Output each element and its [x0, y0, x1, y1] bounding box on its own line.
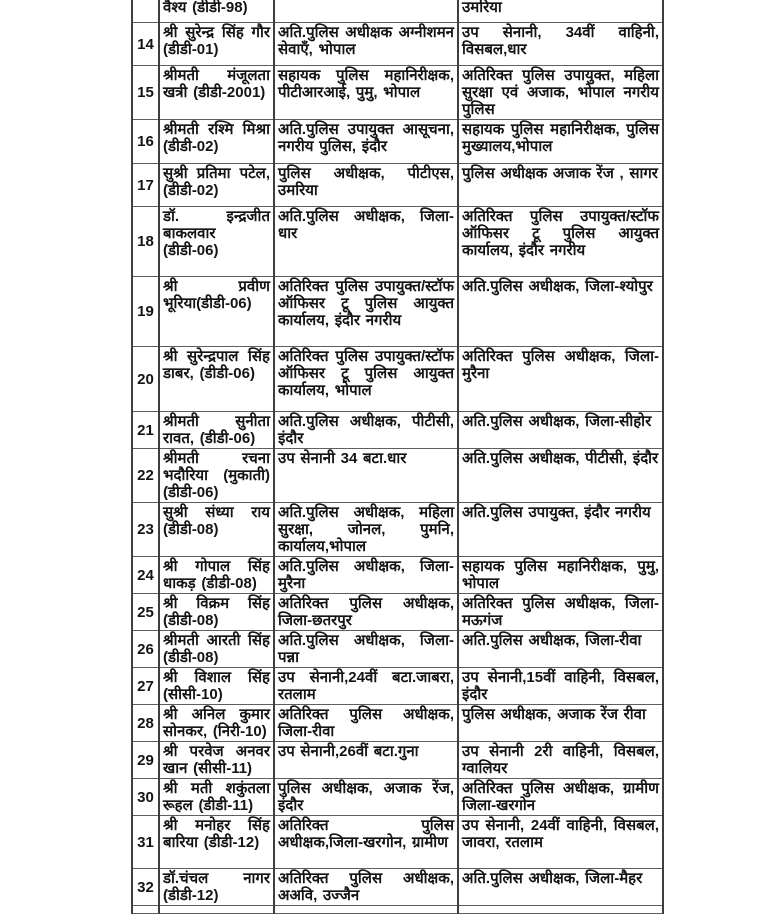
from-post-cell: अति.पुलिस अधीक्षक, पीटीसी, इंदौर — [274, 412, 458, 449]
table-row — [132, 742, 663, 779]
officer-name-cell: श्रीमती आरती सिंह (डीडी-08) — [159, 631, 274, 668]
officer-name-cell: श्रीमती रचना भदौरिया (मुकाती) (डीडी-06) — [159, 449, 274, 503]
officer-name-cell: सुश्री संध्या राय (डीडी-08) — [159, 503, 274, 557]
serial-number-cell: 21 — [132, 412, 159, 449]
table-row — [132, 779, 663, 816]
from-post-cell: उप सेनानी,24वीं बटा.जाबरा, रतलाम — [274, 668, 458, 705]
to-post-cell: पुलिस अधीक्षक अजाक रेंज , सागर — [458, 164, 663, 207]
to-post-cell: अति.पुलिस अधीक्षक, जिला-मैहर — [458, 869, 663, 906]
serial-number-cell: 18 — [132, 207, 159, 277]
officer-name-cell: श्री अनिल कुमार सोनकर, (निरी-10) — [159, 705, 274, 742]
officer-name-cell: श्री विक्रम सिंह (डीडी-08) — [159, 594, 274, 631]
table-row — [132, 120, 663, 164]
from-post-cell: अति.पुलिस अधीक्षक अग्नीशमन सेवाएँ, भोपाल — [274, 23, 458, 66]
from-post-cell: अतिरिक्त पुलिस अधीक्षक, अअवि, उज्जैन — [274, 869, 458, 906]
from-post-cell: सहायक पुलिस महानिरीक्षक, पीटीआरआई, पुमु, भोपाल — [274, 66, 458, 120]
serial-number-cell: 24 — [132, 557, 159, 594]
to-post-cell: अति.पुलिस अधीक्षक, जिला-श्योपुर — [458, 277, 663, 347]
to-post-cell: अतिरिक्त पुलिस उपायुक्त/स्टॉफ ऑफिसर टू पुलिस आयुक्त कार्यालय, इंदौर नगरीय — [458, 207, 663, 277]
table-row — [132, 412, 663, 449]
table-row — [132, 503, 663, 557]
table-row — [132, 277, 663, 347]
serial-number-cell: 20 — [132, 347, 159, 412]
officer-name-cell: डॉ.चंचल नागर (डीडी-12) — [159, 869, 274, 906]
table-row — [132, 557, 663, 594]
serial-number-cell: 16 — [132, 120, 159, 164]
serial-number-cell: 30 — [132, 779, 159, 816]
from-post-cell: अति.पुलिस अधीक्षक, जिला-पन्ना — [274, 631, 458, 668]
table-row — [132, 347, 663, 412]
to-post-cell: उप सेनानी 2री वाहिनी, विसबल, ग्वालियर — [458, 742, 663, 779]
serial-number-cell: 22 — [132, 449, 159, 503]
officer-name-cell: सुश्री प्रतिमा पटेल, (डीडी-02) — [159, 164, 274, 207]
table-row — [132, 906, 663, 914]
to-post-cell: अतिरिक्त पुलिस अधीक्षक, जिला-मऊगंज — [458, 594, 663, 631]
from-post-cell: अति.पुलिस अधीक्षक, जिला-मुरैना — [274, 557, 458, 594]
officer-name-cell: श्री मनोहर सिंह बारिया (डीडी-12) — [159, 816, 274, 869]
to-post-cell — [458, 906, 663, 914]
officer-name-cell: वैश्य (डीडी-98) — [159, 0, 274, 23]
table-row — [132, 869, 663, 906]
serial-number-cell: 29 — [132, 742, 159, 779]
to-post-cell: सहायक पुलिस महानिरीक्षक, पुलिस मुख्यालय,भोपाल — [458, 120, 663, 164]
officer-name-cell: श्री सुरेन्द्रपाल सिंह डाबर, (डीडी-06) — [159, 347, 274, 412]
officer-name-cell: श्री विशाल सिंह (सीसी-10) — [159, 668, 274, 705]
transfer-table-body — [132, 0, 663, 914]
from-post-cell: अति.पुलिस अधीक्षक, महिला सुरक्षा, जोनल, पुमनि, कार्यालय,भोपाल — [274, 503, 458, 557]
serial-number-cell: 25 — [132, 594, 159, 631]
from-post-cell — [274, 0, 458, 23]
from-post-cell: उप सेनानी,26वीं बटा.गुना — [274, 742, 458, 779]
from-post-cell: अतिरिक्त पुलिस उपायुक्त/स्टॉफ ऑफिसर टू पुलिस आयुक्त कार्यालय, इंदौर नगरीय — [274, 277, 458, 347]
table-row — [132, 594, 663, 631]
table-row — [132, 0, 663, 23]
table-row — [132, 66, 663, 120]
officer-name-cell — [159, 906, 274, 914]
officer-name-cell: डॉ. इन्द्रजीत बाकलवार (डीडी-06) — [159, 207, 274, 277]
from-post-cell: अतिरिक्त पुलिस अधीक्षक, जिला-रीवा — [274, 705, 458, 742]
transfer-table — [131, 0, 664, 914]
serial-number-cell: 15 — [132, 66, 159, 120]
table-row — [132, 668, 663, 705]
table-row — [132, 449, 663, 503]
serial-number-cell — [132, 0, 159, 23]
serial-number-cell: 17 — [132, 164, 159, 207]
table-row — [132, 705, 663, 742]
serial-number-cell — [132, 906, 159, 914]
serial-number-cell: 27 — [132, 668, 159, 705]
serial-number-cell: 31 — [132, 816, 159, 869]
to-post-cell: सहायक पुलिस महानिरीक्षक, पुमु, भोपाल — [458, 557, 663, 594]
to-post-cell: उप सेनानी,15वीं वाहिनी, विसबल, इंदौर — [458, 668, 663, 705]
table-row — [132, 631, 663, 668]
serial-number-cell: 26 — [132, 631, 159, 668]
officer-name-cell: श्री गोपाल सिंह धाकड़ (डीडी-08) — [159, 557, 274, 594]
serial-number-cell: 28 — [132, 705, 159, 742]
to-post-cell: उमरिया — [458, 0, 663, 23]
to-post-cell: पुलिस अधीक्षक, अजाक रेंज रीवा — [458, 705, 663, 742]
to-post-cell: अतिरिक्त पुलिस अधीक्षक, ग्रामीण जिला-खरगोन — [458, 779, 663, 816]
table-row — [132, 207, 663, 277]
to-post-cell: अतिरिक्त पुलिस उपायुक्त, महिला सुरक्षा एवं अजाक, भोपाल नगरीय पुलिस — [458, 66, 663, 120]
serial-number-cell: 19 — [132, 277, 159, 347]
from-post-cell: अतिरिक्त पुलिस अधीक्षक,जिला-खरगोन, ग्रामीण — [274, 816, 458, 869]
officer-name-cell: श्री मती शकुंतला रूहल (डीडी-11) — [159, 779, 274, 816]
from-post-cell: पुलिस अधीक्षक, पीटीएस, उमरिया — [274, 164, 458, 207]
to-post-cell: उप सेनानी, 24वीं वाहिनी, विसबल, जावरा, रतलाम — [458, 816, 663, 869]
from-post-cell: अति.पुलिस उपायुक्त आसूचना, नगरीय पुलिस, इंदौर — [274, 120, 458, 164]
table-row — [132, 23, 663, 66]
to-post-cell: अतिरिक्त पुलिस अधीक्षक, जिला-मुरैना — [458, 347, 663, 412]
to-post-cell: उप सेनानी, 34वीं वाहिनी, विसबल,धार — [458, 23, 663, 66]
table-row — [132, 164, 663, 207]
to-post-cell: अति.पुलिस अधीक्षक, पीटीसी, इंदौर — [458, 449, 663, 503]
serial-number-cell: 14 — [132, 23, 159, 66]
from-post-cell: अति.पुलिस अधीक्षक, जिला-धार — [274, 207, 458, 277]
from-post-cell: अतिरिक्त पुलिस अधीक्षक, जिला-छतरपुर — [274, 594, 458, 631]
from-post-cell: अतिरिक्त पुलिस उपायुक्त/स्टॉफ ऑफिसर टू पुलिस आयुक्त कार्यालय, भोपाल — [274, 347, 458, 412]
to-post-cell: अति.पुलिस अधीक्षक, जिला-सीहोर — [458, 412, 663, 449]
officer-name-cell: श्री प्रवीण भूरिया(डीडी-06) — [159, 277, 274, 347]
officer-name-cell: श्री सुरेन्द्र सिंह गौर (डीडी-01) — [159, 23, 274, 66]
serial-number-cell: 32 — [132, 869, 159, 906]
table-row — [132, 816, 663, 869]
to-post-cell: अति.पुलिस अधीक्षक, जिला-रीवा — [458, 631, 663, 668]
serial-number-cell: 23 — [132, 503, 159, 557]
officer-name-cell: श्रीमती रश्मि मिश्रा (डीडी-02) — [159, 120, 274, 164]
from-post-cell — [274, 906, 458, 914]
officer-name-cell: श्री परवेज अनवर खान (सीसी-11) — [159, 742, 274, 779]
from-post-cell: उप सेनानी 34 बटा.धार — [274, 449, 458, 503]
officer-name-cell: श्रीमती मंजूलता खत्री (डीडी-2001) — [159, 66, 274, 120]
from-post-cell: पुलिस अधीक्षक, अजाक रेंज, इंदौर — [274, 779, 458, 816]
to-post-cell: अति.पुलिस उपायुक्त, इंदौर नगरीय — [458, 503, 663, 557]
officer-name-cell: श्रीमती सुनीता रावत, (डीडी-06) — [159, 412, 274, 449]
